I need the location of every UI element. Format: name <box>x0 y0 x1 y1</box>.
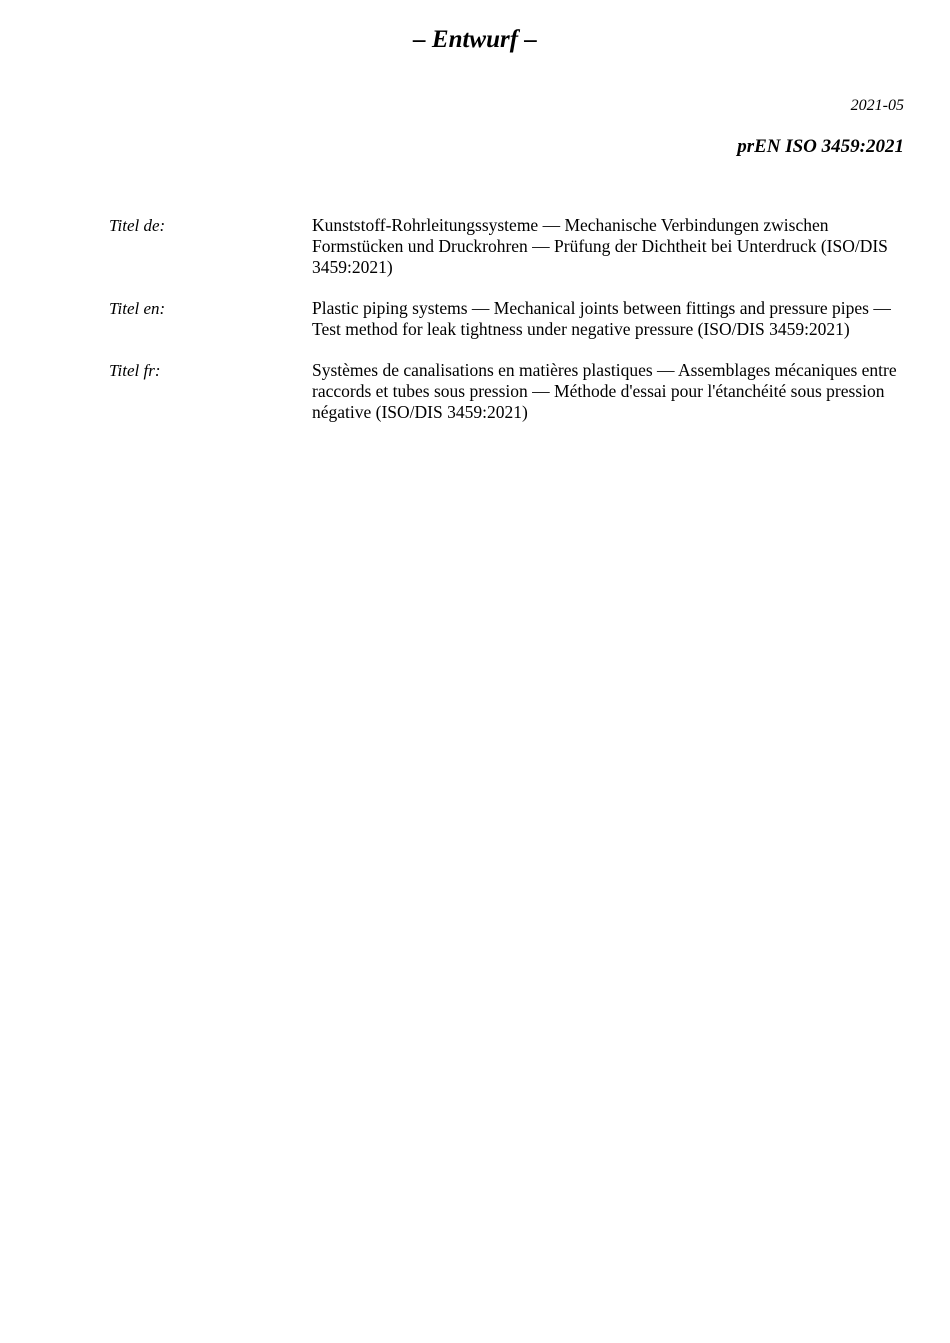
document-number: prEN ISO 3459:2021 <box>737 136 904 157</box>
page-title: – Entwurf – <box>413 26 537 53</box>
title-text-de: Kunststoff-Rohrleitungssysteme — Mechanische Verbindungen zwischen Formstücken und Druckrohren — Prüfung der Dichtheit bei Unterdruck (ISO/DIS 3459:2021) <box>312 215 888 277</box>
title-text-en: Plastic piping systems — Mechanical joints between fittings and pressure pipes — Test method for leak tightness under negative pressure (ISO/DIS 3459:2021) <box>312 298 891 339</box>
title-row-fr <box>109 360 909 423</box>
title-label-de: Titel de: <box>109 216 166 235</box>
title-label-en: Titel en: <box>109 299 166 318</box>
title-table <box>109 215 909 443</box>
title-row-en <box>109 298 909 340</box>
document-date: 2021-05 <box>850 97 904 114</box>
title-label-fr: Titel fr: <box>109 361 161 380</box>
title-row-de <box>109 215 909 278</box>
title-text-fr: Systèmes de canalisations en matières plastiques — Assemblages mécaniques entre raccords et tubes sous pression — Méthode d'essai pour l'étanchéité sous pression négative (ISO/DIS 3459:2021) <box>312 360 897 422</box>
